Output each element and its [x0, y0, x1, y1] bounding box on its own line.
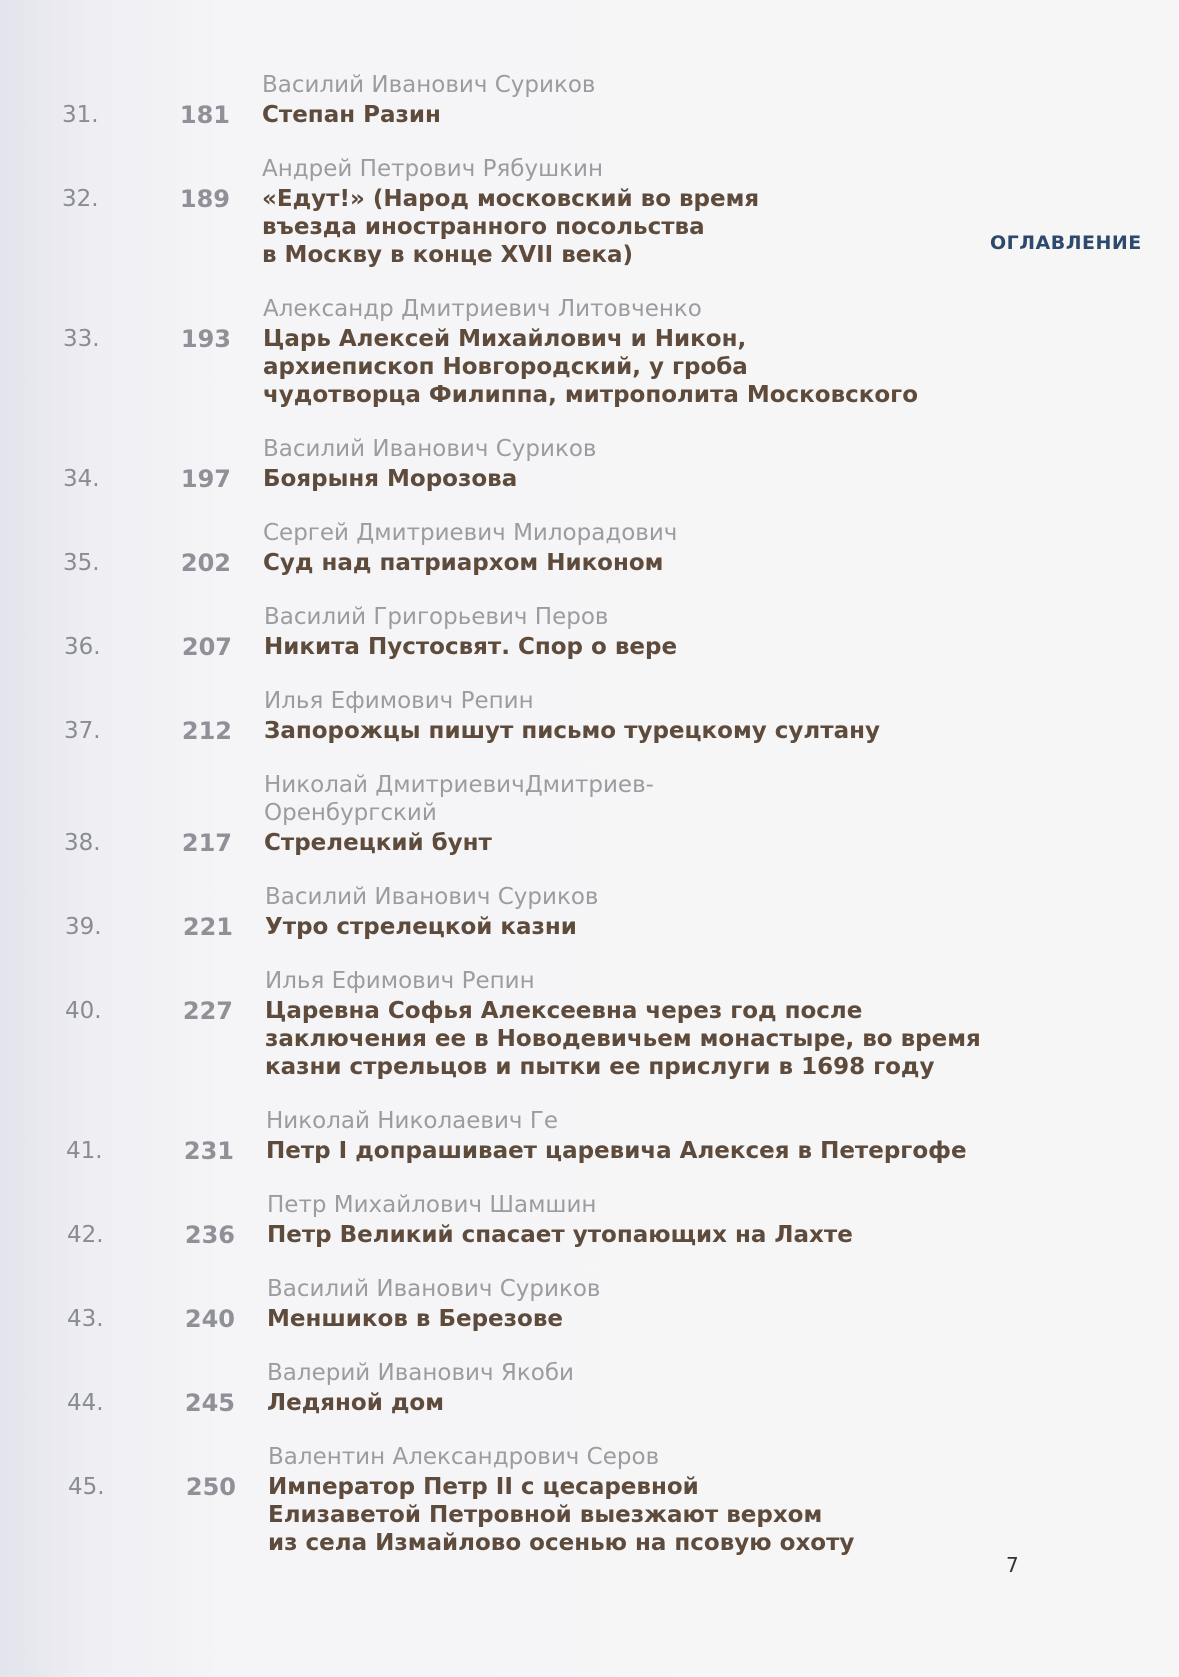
- entry-number: 42.: [67, 1222, 104, 1248]
- entry-page-number[interactable]: 202: [180, 549, 231, 577]
- entry-page-number[interactable]: 245: [184, 1389, 235, 1417]
- entry-page-number[interactable]: 240: [184, 1305, 235, 1333]
- entry-author: Петр Михайлович Шамшин: [267, 1192, 597, 1218]
- entry-page-number[interactable]: 236: [184, 1221, 235, 1249]
- entry-title-line: Елизаветой Петровной выезжают верхом: [268, 1502, 823, 1528]
- entry-title[interactable]: [263, 549, 663, 577]
- entry-title-line: Ледяной дом: [267, 1390, 445, 1416]
- entry-title[interactable]: [267, 1221, 853, 1249]
- entry-author: Николай Николаевич Ге: [266, 1108, 558, 1134]
- entry-title-line: Суд над патриархом Никоном: [263, 550, 664, 576]
- entry-title-line: въезда иностранного посольства: [262, 214, 705, 240]
- entry-page-number[interactable]: 227: [182, 997, 233, 1025]
- entry-number: 37.: [64, 718, 101, 744]
- entry-page-number[interactable]: 217: [181, 829, 232, 857]
- entry-title-line: Петр Великий спасает утопающих на Лахте: [267, 1222, 853, 1248]
- entry-title-line: Царевна Софья Алексеевна через год после: [265, 998, 863, 1024]
- entry-title[interactable]: [263, 325, 918, 409]
- entry-number: 31.: [62, 102, 99, 128]
- entry-title[interactable]: [267, 1305, 563, 1333]
- entry-page-number[interactable]: 189: [179, 185, 230, 213]
- page-number: 7: [1006, 1553, 1019, 1577]
- entry-title[interactable]: [263, 465, 517, 493]
- entry-page-number[interactable]: 212: [181, 717, 232, 745]
- entry-author: Андрей Петрович Рябушкин: [262, 156, 604, 182]
- entry-number: 44.: [67, 1390, 104, 1416]
- entry-title[interactable]: [265, 913, 577, 941]
- entry-author: Василий Иванович Суриков: [262, 72, 596, 98]
- entry-page-number[interactable]: 181: [179, 101, 230, 129]
- entry-title-line: заключения ее в Новодевичьем монастыре, во время: [265, 1026, 981, 1052]
- entry-author: Илья Ефимович Репин: [264, 688, 534, 714]
- entry-author: Илья Ефимович Репин: [265, 968, 535, 994]
- entry-title-line: Царь Алексей Михайлович и Никон,: [263, 326, 747, 352]
- entry-title-line: Никита Пустосвят. Спор о вере: [264, 634, 678, 660]
- entry-page-number[interactable]: 250: [185, 1473, 236, 1501]
- entry-number: 41.: [66, 1138, 103, 1164]
- entry-number: 40.: [65, 998, 102, 1024]
- entry-author: Василий Иванович Суриков: [265, 884, 599, 910]
- entry-number: 33.: [63, 326, 100, 352]
- entry-author: Александр Дмитриевич Литовченко: [263, 296, 702, 322]
- entry-title[interactable]: [268, 1473, 854, 1557]
- entry-title[interactable]: [264, 633, 677, 661]
- entry-title-line: «Едут!» (Народ московский во время: [262, 186, 760, 212]
- entry-title-line: чудотворца Филиппа, митрополита Московского: [263, 382, 918, 408]
- entry-title[interactable]: [266, 1137, 967, 1165]
- entry-title-line: из села Измайлово осенью на псовую охоту: [268, 1530, 855, 1556]
- entry-author: Валентин Александрович Серов: [268, 1444, 660, 1470]
- entry-number: 39.: [65, 914, 102, 940]
- entry-page-number[interactable]: 221: [182, 913, 233, 941]
- entry-title-line: архиепископ Новгородский, у гроба: [263, 354, 748, 380]
- entry-title[interactable]: [264, 829, 492, 857]
- entry-author: Василий Иванович Суриков: [267, 1276, 601, 1302]
- entry-number: 32.: [62, 186, 99, 212]
- entry-author: Валерий Иванович Якоби: [267, 1360, 574, 1386]
- entry-title-line: Запорожцы пишут письмо турецкому султану: [264, 718, 880, 744]
- entry-author: Василий Григорьевич Перов: [264, 604, 609, 630]
- entry-page-number[interactable]: 197: [180, 465, 231, 493]
- entry-title[interactable]: [262, 101, 441, 129]
- entry-title-line: Петр I допрашивает царевича Алексея в Петергофе: [266, 1138, 967, 1164]
- entry-title-line: Меншиков в Березове: [267, 1306, 563, 1332]
- entry-author: Николай ДмитриевичДмитриев-: [264, 772, 654, 798]
- entry-title[interactable]: [262, 185, 759, 269]
- entry-number: 34.: [63, 466, 100, 492]
- entry-title-line: Степан Разин: [262, 102, 441, 128]
- entry-number: 43.: [67, 1306, 104, 1332]
- entry-author: Сергей Дмитриевич Милорадович: [263, 520, 678, 546]
- section-title: ОГЛАВЛЕНИЕ: [990, 232, 1142, 254]
- entry-page-number[interactable]: 207: [181, 633, 232, 661]
- entry-title-line: Император Петр II с цесаревной: [268, 1474, 699, 1500]
- entry-author-continuation: Оренбургский: [264, 800, 437, 826]
- entry-title[interactable]: [267, 1389, 444, 1417]
- entry-number: 35.: [63, 550, 100, 576]
- entry-title-line: Боярыня Морозова: [263, 466, 518, 492]
- entry-number: 36.: [64, 634, 101, 660]
- entry-title-line: в Москву в конце XVII века): [262, 242, 634, 268]
- entry-title-line: казни стрельцов и пытки ее прислуги в 1698 году: [265, 1054, 935, 1080]
- entry-title-line: Стрелецкий бунт: [264, 830, 492, 856]
- entry-author: Василий Иванович Суриков: [263, 436, 597, 462]
- entry-number: 45.: [68, 1474, 105, 1500]
- entry-title[interactable]: [265, 997, 981, 1081]
- entry-number: 38.: [64, 830, 101, 856]
- entry-page-number[interactable]: 231: [183, 1137, 234, 1165]
- entry-page-number[interactable]: 193: [180, 325, 231, 353]
- entry-title[interactable]: [264, 717, 880, 745]
- entry-title-line: Утро стрелецкой казни: [265, 914, 577, 940]
